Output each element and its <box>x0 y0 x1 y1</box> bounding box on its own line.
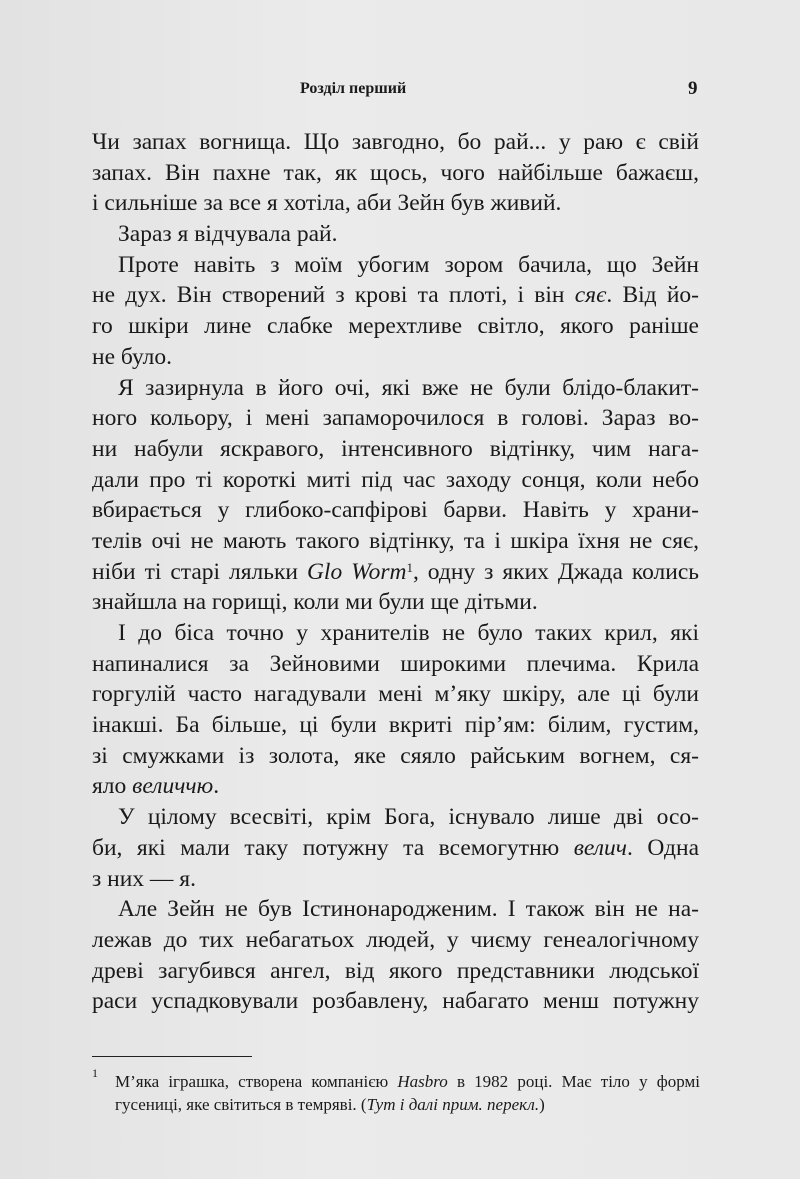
text-segment: ни набули яскравого, інтенсивного відтінку, чим нага- <box>92 435 699 462</box>
text-segment: не було. <box>92 343 173 370</box>
footnote-divider <box>92 1056 252 1057</box>
text-segment: в 1982 році. Має тіло у формі <box>447 1072 701 1091</box>
text-segment: І до біса точно у хранителів не було таких крил, які <box>118 620 699 646</box>
text-line <box>92 802 699 833</box>
text-segment: горгулій часто нагадували мені м’яку шкіру, але ці були <box>92 681 699 708</box>
text-segment: запах. Він пахне так, як щось, чого найбільше бажаєш, <box>92 159 699 186</box>
text-line <box>92 158 699 189</box>
text-line <box>92 679 699 710</box>
footnote-line <box>115 1093 700 1116</box>
footnote <box>92 1066 701 1116</box>
text-segment: . Одна <box>626 834 699 861</box>
text-segment: Чи запах вогнища. Що завгодно, бо рай... у раю є свій <box>92 129 699 155</box>
text-segment: ного кольору, і мені запаморочилося в голові. Зараз во- <box>92 405 699 432</box>
footnote-line <box>115 1070 700 1093</box>
text-line <box>92 986 699 1017</box>
text-segment: . Від йо- <box>606 282 700 309</box>
chapter-title: Розділ перший <box>300 80 407 97</box>
text-line <box>92 771 699 802</box>
text-segment: дали про ті короткі миті під час заходу сонця, коли небо <box>92 466 699 493</box>
text-line <box>92 403 699 434</box>
italic-text: велич <box>573 834 627 861</box>
text-segment: би, які мали таку потужну та всемогутню <box>92 834 574 861</box>
text-line <box>92 434 699 465</box>
text-segment: . <box>213 773 220 800</box>
text-segment: гусениці, яке світиться в темряві. ( <box>115 1095 367 1114</box>
text-segment: Я зазирнула в його очі, які вже не були блідо-блакит- <box>118 374 699 401</box>
text-line <box>92 894 699 925</box>
text-line <box>92 925 699 956</box>
text-segment: , одну з яких Джада колись <box>412 558 700 585</box>
text-segment: У цілому всесвіті, крім Бога, існувало лише дві осо- <box>118 804 699 831</box>
text-segment: з них — я. <box>92 865 196 892</box>
text-segment: інакші. Ба більше, ці були вкриті пір’ям: білим, густим, <box>92 712 699 739</box>
text-segment: не дух. Він створений з крові та плоті, і він <box>92 282 575 309</box>
text-line <box>92 465 699 496</box>
text-line <box>92 219 699 250</box>
text-segment: Але Зейн не був Істинонародженим. І також він не на- <box>118 896 699 923</box>
text-line <box>92 618 699 649</box>
text-line <box>92 526 699 557</box>
text-segment: го шкіри лине слабке мерехтливе світло, якого раніше <box>92 313 699 340</box>
text-line <box>92 833 699 864</box>
italic-text: Hasbro <box>397 1072 448 1091</box>
text-segment: М’яка іграшка, створена компанією <box>115 1072 398 1091</box>
text-line <box>92 188 699 219</box>
text-line <box>92 649 699 680</box>
text-line <box>92 280 699 311</box>
italic-text: Glo Worm <box>306 558 407 585</box>
text-segment: напиналися за Зейновими широкими плечима. Крила <box>92 650 699 677</box>
text-segment: ніби ті старі ляльки <box>92 558 307 585</box>
text-line <box>92 710 699 741</box>
italic-text: сяє <box>574 282 607 309</box>
text-segment: знайшла на горищі, коли ми були ще дітьми. <box>92 589 538 616</box>
body-text <box>92 127 699 1017</box>
footnote-marker: 1 <box>406 559 413 575</box>
text-segment: Проте навіть з моїм убогим зором бачила, що Зейн <box>118 251 699 278</box>
italic-text: Тут і далі прим. перекл. <box>366 1095 540 1114</box>
text-segment: Зараз я відчувала рай. <box>118 221 338 248</box>
text-segment: телів очі не мають такого відтінку, та і шкіра їхня не сяє, <box>92 527 699 554</box>
italic-text: величчю <box>132 773 214 800</box>
text-line <box>92 373 699 404</box>
text-line <box>92 250 699 281</box>
text-line <box>92 741 699 772</box>
text-segment: вбирається у глибоко-сапфірові барви. Навіть у храни- <box>92 497 699 524</box>
text-line <box>92 557 699 588</box>
text-line <box>92 495 699 526</box>
page-number: 9 <box>688 78 698 99</box>
footnote-number: 1 <box>92 1066 98 1080</box>
text-segment: лежав до тих небагатьох людей, у чиєму генеалогічному <box>92 926 699 953</box>
text-segment: раси успадковували розбавлену, набагато менш потужну <box>92 988 699 1015</box>
text-line <box>92 311 699 342</box>
text-segment: і сильніше за все я хотіла, аби Зейн був живий. <box>92 190 562 217</box>
text-segment: ) <box>539 1095 545 1114</box>
text-line <box>92 956 699 987</box>
text-segment: древі загубився ангел, від якого представники людської <box>92 957 699 984</box>
text-line <box>92 864 699 895</box>
text-segment: яло <box>92 773 133 800</box>
footnote-text <box>92 1070 700 1116</box>
text-line <box>92 127 699 158</box>
text-line <box>92 342 699 373</box>
text-segment: зі смужками із золота, яке сяяло райським вогнем, ся- <box>92 742 699 769</box>
text-line <box>92 587 699 618</box>
